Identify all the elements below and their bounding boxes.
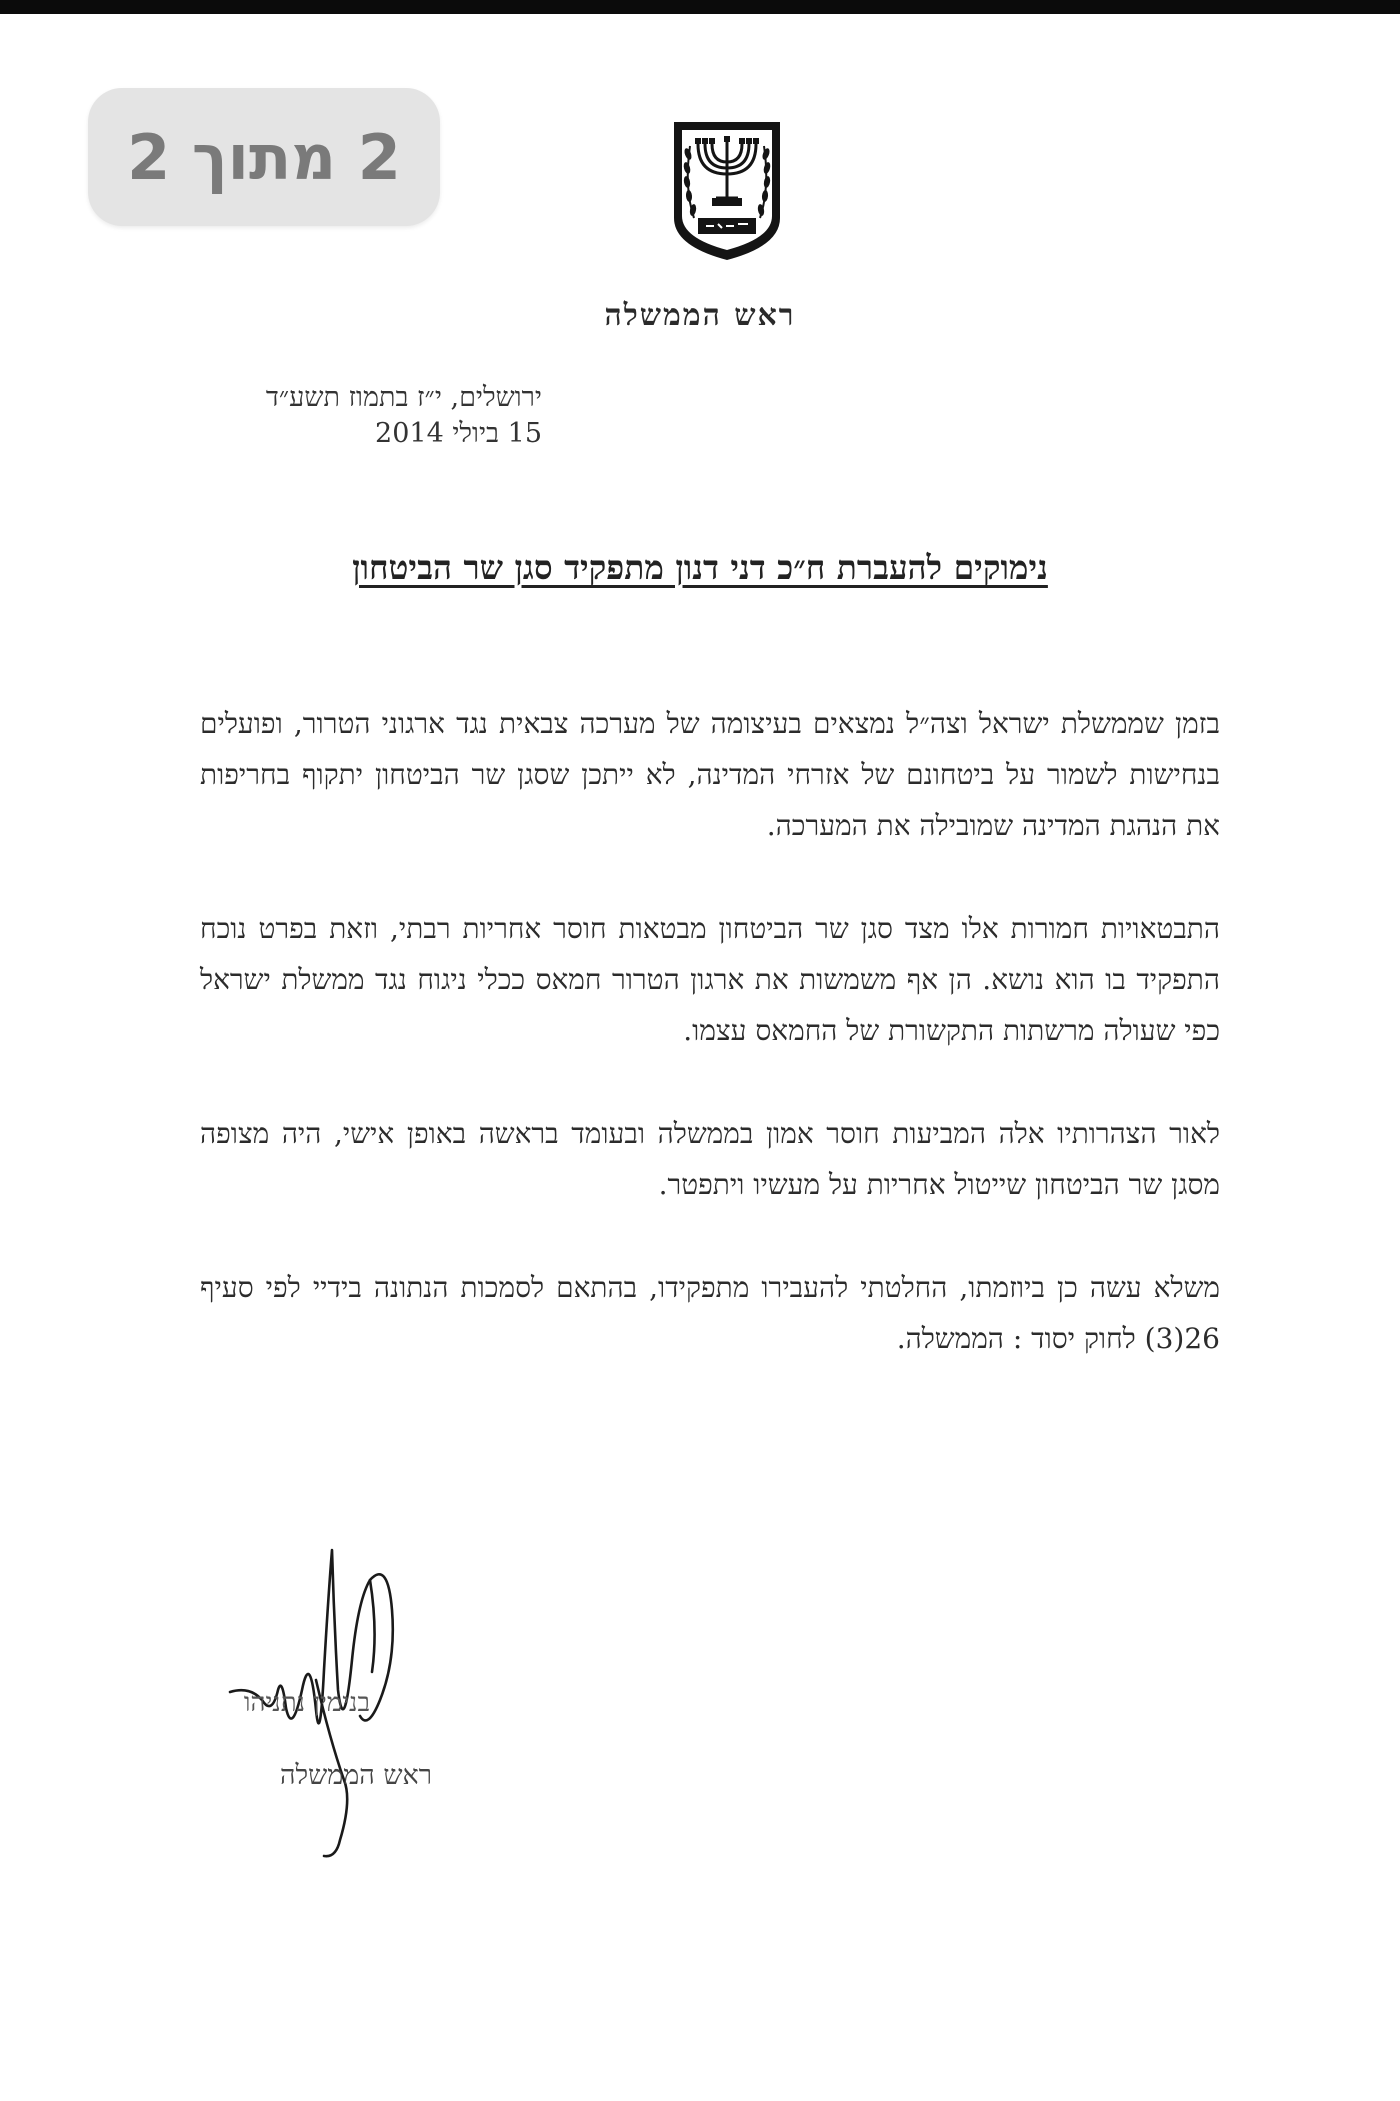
date-gregorian: 15 ביולי 2014 [375,418,542,449]
signatory-role: ראש הממשלה [280,1760,432,1791]
top-border [0,0,1400,14]
israel-emblem-icon [668,118,786,264]
page-count-badge: 2 מתוך 2 [88,88,440,226]
paragraph: התבטאויות חמורות אלו מצד סגן שר הביטחון מבטאות חוסר אחריות רבתי, וזאת בפרט נוכח התפקיד בו הוא נושא. הן אף משמשות את ארגון הטרור חמאס ככלי ניגוח נגד ממשלת ישראל כפי שעולה מרשתות התקשורת של החמאס עצמו. [200,912,1220,1047]
paragraph: משלא עשה כן ביוזמתו, החלטתי להעבירו מתפקידו, בהתאם לסמכות הנתונה בידיי לפי סעיף 26(3) לחוק יסוד : הממשלה. [200,1271,1220,1355]
date-hebrew: ירושלים, י״ז בתמוז תשע״ד [265,382,542,413]
signatory-name: בנימין נתניהו [243,1688,370,1718]
letter-subject-text: נימוקים להעברת ח״כ דני דנון מתפקיד סגן שר הביטחון [352,548,1048,587]
office-title: ראש הממשלה [604,298,796,333]
letter-body [200,698,1220,1416]
paragraph: בזמן שממשלת ישראל וצה״ל נמצאים בעיצומה של מערכה צבאית נגד ארגוני הטרור, ופועלים בנחישות לשמור על ביטחונם של אזרחי המדינה, לא ייתכן שסגן שר הביטחון יתקוף בחריפות את הנהגת המדינה שמובילה את המערכה. [200,707,1220,842]
letter-subject [290,548,1110,588]
paragraph: לאור הצהרותיו אלה המביעות חוסר אמון בממשלה ובעומד בראשה באופן אישי, היה מצופה מסגן שר הביטחון שייטול אחריות על מעשיו ויתפטר. [200,1117,1220,1201]
